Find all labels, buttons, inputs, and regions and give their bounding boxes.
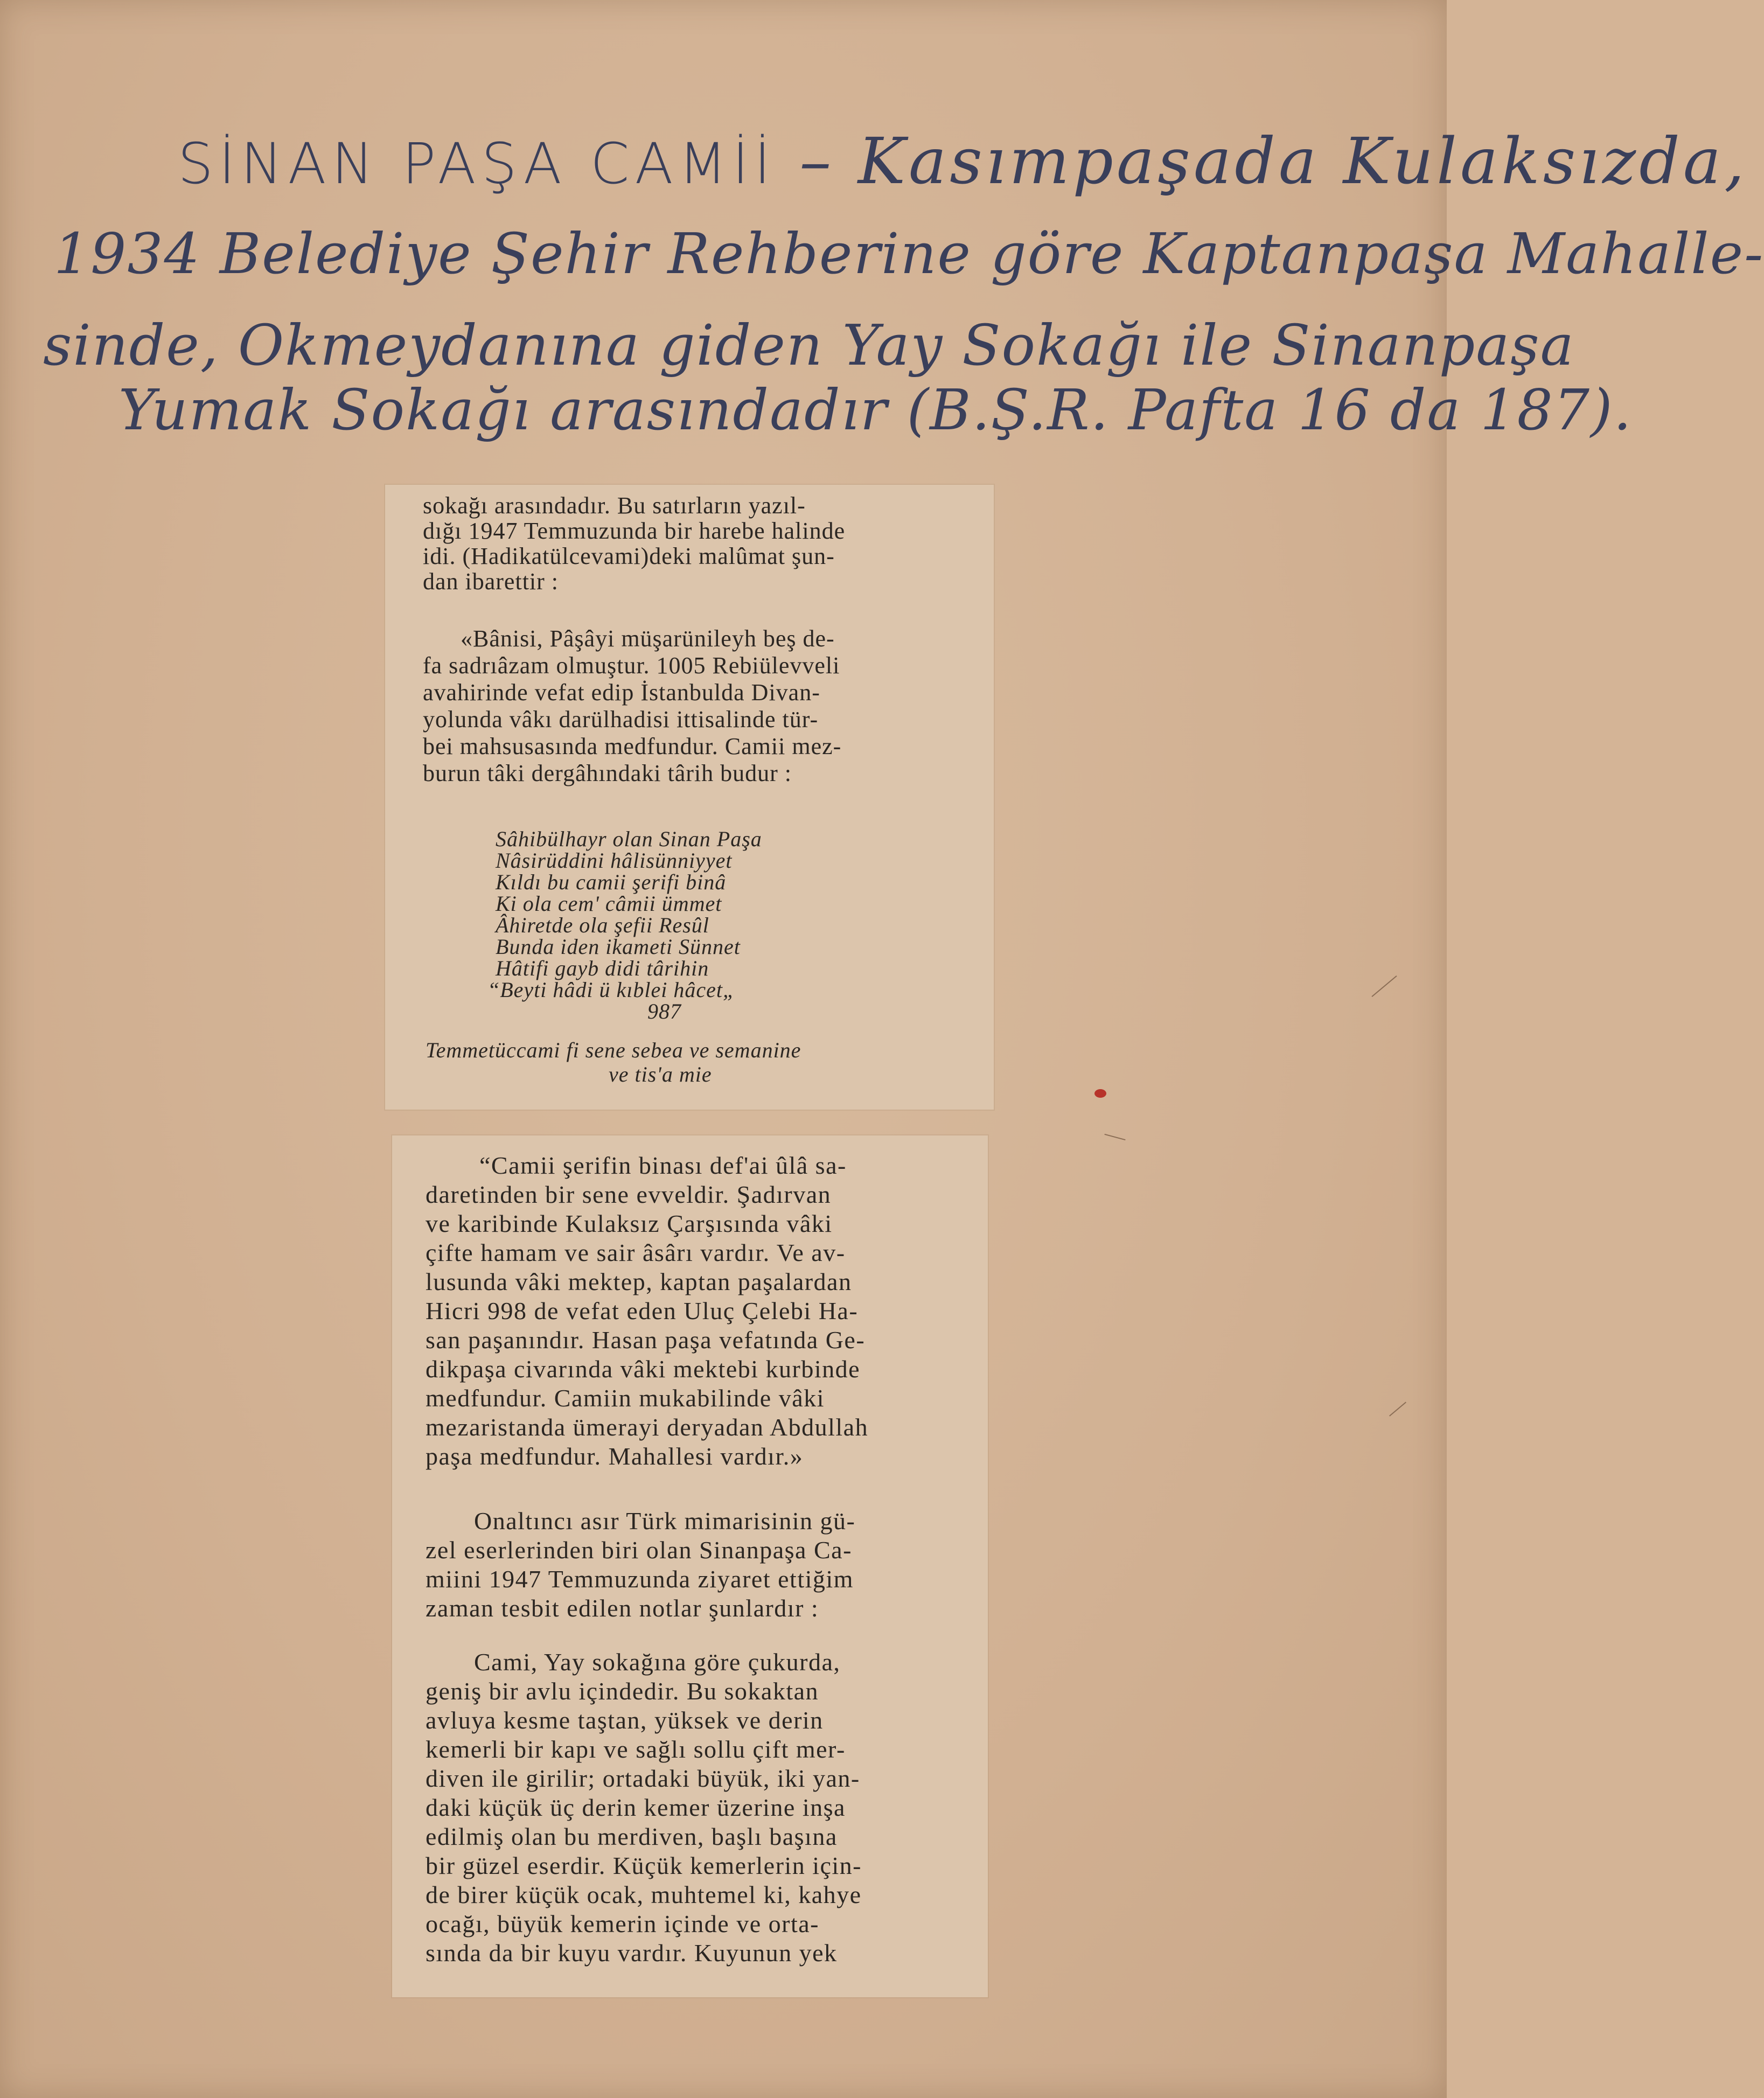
pencil-mark (1371, 975, 1397, 997)
handwritten-line-2: 1934 Belediye Şehir Rehberine göre Kaptanpaşa Mahalle- (54, 221, 1764, 287)
pencil-mark (1389, 1402, 1406, 1416)
clip2-line: avluya kesme taştan, yüksek ve derin (426, 1706, 824, 1734)
clip2-line: ocağı, büyük kemerin içinde ve orta- (426, 1910, 819, 1937)
poem-line: “Beyti hâdi ü kıblei hâcet„ (487, 978, 736, 1002)
clip2-line: paşa medfundur. Mahallesi vardır.» (426, 1442, 804, 1470)
poem-line: Nâsirüddini hâlisünniyyet (496, 848, 733, 873)
clip2-line: Cami, Yay sokağına göre çukurda, (474, 1648, 841, 1676)
clip2-line: “Camii şerifin binası def'ai ûlâ sa- (479, 1152, 847, 1179)
clip1-line: fa sadrıâzam olmuştur. 1005 Rebiülevveli (423, 652, 840, 679)
clip2-line: Onaltıncı asır Türk mimarisinin gü- (474, 1507, 856, 1535)
clip1-line: «Bânisi, Pâşâyi müşarünileyh beş de- (461, 625, 835, 652)
clip1-line: bei mahsusasında medfundur. Camii mez- (423, 733, 842, 759)
clip2-line: Hicri 998 de vefat eden Uluç Çelebi Ha- (426, 1297, 859, 1325)
poem-line: ve tis'a mie (609, 1062, 712, 1086)
red-ink-spot (1094, 1089, 1106, 1098)
clip2-line: çifte hamam ve sair âsârı vardır. Ve av- (426, 1239, 846, 1266)
poem-line: Ki ola cem' câmii ümmet (496, 891, 722, 916)
clip1-line: yolunda vâkı darülhadisi ittisalinde tür- (423, 706, 819, 733)
clip2-line: de birer küçük ocak, muhtemel ki, kahye (426, 1881, 862, 1908)
clip2-line: zaman tesbit edilen notlar şunlardır : (426, 1594, 819, 1622)
clip2-line: sında da bir kuyu vardır. Kuyunun yek (426, 1939, 838, 1967)
clip2-line: dikpaşa civarında vâki mektebi kurbinde (426, 1355, 861, 1383)
clip2-line: bir güzel eserdir. Küçük kemerlerin için- (426, 1852, 862, 1879)
poem-line: Temmetüccami fi sene sebea ve semanine (426, 1038, 801, 1062)
clip2-line: lusunda vâki mektep, kaptan paşalardan (426, 1268, 852, 1295)
poem-line: Sâhibülhayr olan Sinan Paşa (496, 827, 762, 851)
handwritten-title: SİNAN PAŞA CAMİİ (178, 131, 776, 197)
clip1-line: dığı 1947 Temmuzunda bir harebe halinde (423, 518, 846, 544)
poem-line: Bunda iden ikameti Sünnet (496, 935, 741, 959)
clip2-line: medfundur. Camiin mukabilinde vâki (426, 1384, 825, 1412)
clip1-line: dan ibarettir : (423, 568, 559, 595)
pencil-mark (1104, 1134, 1125, 1140)
clip2-line: daki küçük üç derin kemer üzerine inşa (426, 1794, 846, 1821)
clip1-line: avahirinde vefat edip İstanbulda Divan- (423, 679, 820, 706)
handwritten-location: – Kasımpaşada Kulaksızda, (776, 124, 1748, 198)
clip2-line: mezaristanda ümerayi deryadan Abdullah (426, 1413, 869, 1441)
clip2-line: diven ile girilir; ortadaki büyük, iki yan- (426, 1765, 860, 1792)
clip1-line: idi. (Hadikatülcevami)deki malûmat şun- (423, 543, 835, 569)
clip2-line: edilmiş olan bu merdiven, başlı başına (426, 1823, 838, 1850)
clip2-line: ve karibinde Kulaksız Çarşısında vâki (426, 1210, 833, 1237)
clip2-line: daretinden bir sene evveldir. Şadırvan (426, 1181, 832, 1208)
clip2-line: zel eserlerinden biri olan Sinanpaşa Ca- (426, 1536, 852, 1564)
poem-line: Kıldı bu camii şerifi binâ (496, 870, 727, 894)
handwritten-line-3: sinde, Okmeydanına giden Yay Sokağı ile Sinanpaşa (43, 312, 1575, 378)
clip2-line: san paşanındır. Hasan paşa vefatında Ge- (426, 1326, 866, 1354)
clip1-line: burun tâki dergâhındaki târih budur : (423, 760, 792, 786)
handwritten-title-line (178, 124, 1748, 198)
clip2-line: geniş bir avlu içindedir. Bu sokaktan (426, 1677, 819, 1705)
clip2-line: miini 1947 Temmuzunda ziyaret ettiğim (426, 1565, 854, 1593)
clip1-line: sokağı arasındadır. Bu satırların yazıl- (423, 492, 806, 519)
poem-line: Âhiretde ola şefii Resûl (496, 913, 709, 937)
poem-line: Hâtifi gayb didi târihin (496, 956, 709, 980)
handwritten-line-4: Yumak Sokağı arasındadır (B.Ş.R. Pafta 16 da 187). (118, 377, 1633, 443)
poem-date: 987 (647, 999, 681, 1023)
clip2-line: kemerli bir kapı ve sağlı sollu çift mer- (426, 1735, 846, 1763)
